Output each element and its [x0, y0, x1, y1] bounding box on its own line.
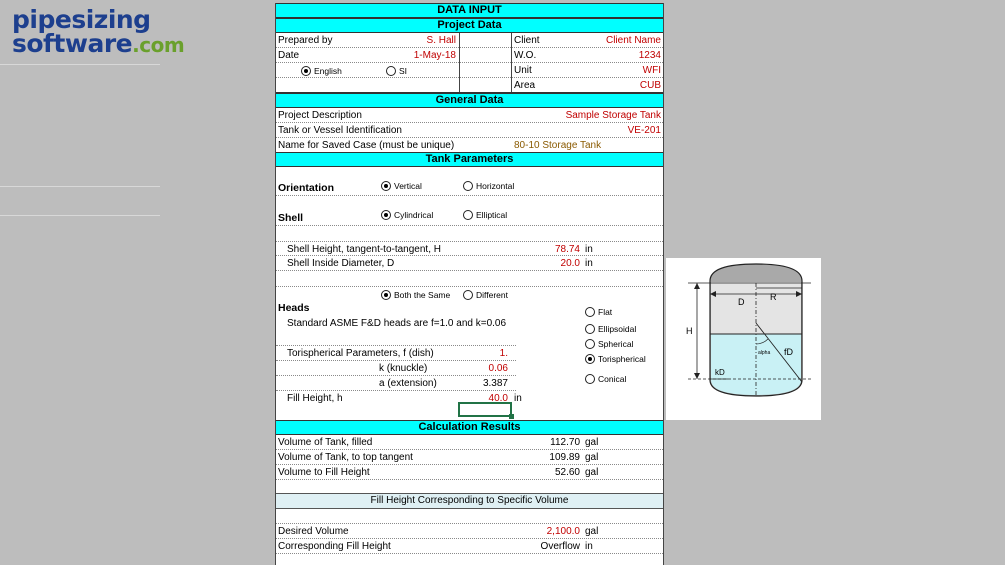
orientation-label: Orientation — [278, 182, 335, 194]
selected-cell[interactable] — [458, 402, 512, 417]
area-row — [276, 78, 663, 93]
label-kd: kD — [715, 368, 725, 377]
head-type-spherical-label: Spherical — [598, 339, 634, 349]
client-value[interactable]: Client Name — [605, 35, 661, 46]
radio-selected-icon — [381, 210, 391, 220]
saved-case-label: Name for Saved Case (must be unique) — [278, 140, 455, 151]
logo-dotcom: .com — [132, 33, 185, 57]
head-type-ellipsoidal-label: Ellipsoidal — [598, 324, 637, 334]
shell-elliptical-radio[interactable] — [463, 210, 507, 220]
volume-filled-label: Volume of Tank, filled — [278, 437, 373, 448]
label-r: R — [770, 292, 777, 302]
label-alpha: alpha — [758, 350, 771, 356]
label-h: H — [686, 326, 693, 336]
volume-fill-unit: gal — [585, 467, 599, 478]
prepared-by-row — [276, 33, 663, 48]
radio-selected-icon — [301, 66, 311, 76]
tank-parameters-header: Tank Parameters — [276, 152, 663, 167]
blank-row — [276, 331, 516, 346]
knuckle-value[interactable]: 0.06 — [488, 363, 508, 374]
head-type-conical-label: Conical — [598, 374, 627, 384]
calculation-results-header: Calculation Results — [276, 420, 663, 435]
volume-fill-label: Volume to Fill Height — [278, 467, 370, 478]
logo-line2 — [12, 29, 192, 58]
head-type-ellipsoidal-radio[interactable] — [585, 324, 636, 334]
wo-value[interactable]: 1234 — [638, 50, 661, 61]
head-type-spherical-radio[interactable] — [585, 339, 633, 349]
knuckle-label: k (knuckle) — [379, 363, 428, 374]
units-si-radio[interactable] — [386, 66, 407, 76]
orientation-horizontal-radio[interactable] — [463, 181, 514, 191]
tank-id-label: Tank or Vessel Identification — [278, 125, 402, 136]
spreadsheet — [275, 3, 664, 565]
orientation-vertical-label: Vertical — [394, 181, 422, 191]
units-english-radio[interactable] — [301, 66, 342, 76]
fill-height-label: Fill Height, h — [287, 393, 343, 404]
fill-height-value[interactable]: 40.0 — [488, 393, 508, 404]
radio-selected-icon — [381, 290, 391, 300]
knuckle-row — [276, 361, 516, 376]
extension-value: 3.387 — [482, 378, 508, 389]
heads-same-label: Both the Same — [394, 290, 451, 300]
heads-different-radio[interactable] — [463, 290, 508, 300]
desired-volume-row — [276, 524, 663, 539]
head-type-torispherical-label: Torispherical — [598, 354, 646, 364]
radio-empty-icon — [463, 290, 473, 300]
prepared-by-label: Prepared by — [278, 35, 333, 46]
radio-selected-icon — [585, 354, 595, 364]
radio-empty-icon — [585, 307, 595, 317]
label-fd: fD — [784, 347, 793, 357]
date-value[interactable]: 1-May-18 — [413, 50, 456, 61]
shell-height-row — [276, 241, 663, 256]
asme-note: Standard ASME F&D heads are f=1.0 and k=0.06 — [287, 318, 507, 329]
heads-label: Heads — [278, 302, 310, 314]
tank-id-row — [276, 123, 663, 138]
corresponding-fill-value: Overflow — [540, 541, 580, 552]
shell-cylindrical-label: Cylindrical — [394, 210, 434, 220]
shell-height-label: Shell Height, tangent-to-tangent, H — [287, 244, 441, 255]
project-description-label: Project Description — [278, 110, 362, 121]
orientation-horizontal-label: Horizontal — [476, 181, 515, 191]
saved-case-value[interactable]: 80-10 Storage Tank — [514, 140, 602, 151]
radio-empty-icon — [463, 210, 473, 220]
arrow-up-icon — [694, 283, 700, 289]
desired-volume-unit: gal — [585, 526, 599, 537]
head-type-conical-radio[interactable] — [585, 374, 626, 384]
head-type-torispherical-radio[interactable] — [585, 354, 646, 364]
project-description-value[interactable]: Sample Storage Tank — [565, 110, 661, 121]
shell-diameter-row — [276, 256, 663, 271]
area-label: Area — [514, 80, 536, 91]
arrow-down-icon — [694, 373, 700, 379]
radio-empty-icon — [463, 181, 473, 191]
desired-volume-value[interactable]: 2,100.0 — [546, 526, 580, 537]
heads-same-radio[interactable] — [381, 290, 450, 300]
project-description-row — [276, 108, 663, 123]
client-label: Client — [514, 35, 540, 46]
volume-filled-row — [276, 435, 663, 450]
units-si-label: SI — [399, 66, 408, 76]
prepared-by-value[interactable]: S. Hall — [426, 35, 456, 46]
shell-label: Shell — [278, 212, 304, 224]
radio-empty-icon — [585, 374, 595, 384]
corresponding-fill-label: Corresponding Fill Height — [278, 541, 391, 552]
area-value[interactable]: CUB — [639, 80, 661, 91]
extension-label: a (extension) — [379, 378, 437, 389]
fill-height-section-header: Fill Height Corresponding to Specific Volume — [276, 493, 663, 509]
extension-row — [276, 376, 516, 391]
tank-id-value[interactable]: VE-201 — [627, 125, 661, 136]
logo-software: software — [12, 29, 133, 58]
volume-fill-value: 52.60 — [554, 467, 580, 478]
wo-label: W.O. — [514, 50, 537, 61]
head-type-flat-radio[interactable] — [585, 307, 612, 317]
date-label: Date — [278, 50, 300, 61]
faint-line — [0, 215, 160, 216]
general-data-header: General Data — [276, 93, 663, 108]
logo — [12, 5, 192, 58]
units-english-label: English — [314, 66, 342, 76]
volume-top-row — [276, 450, 663, 465]
orientation-vertical-radio[interactable] — [381, 181, 422, 191]
heads-different-label: Different — [476, 290, 508, 300]
radio-empty-icon — [585, 339, 595, 349]
radio-empty-icon — [386, 66, 396, 76]
torispherical-f-row — [276, 346, 516, 361]
unit-value[interactable]: WFI — [642, 65, 661, 76]
shell-cylindrical-radio[interactable] — [381, 210, 433, 220]
faint-line — [0, 186, 160, 187]
project-data-header: Project Data — [276, 18, 663, 33]
shell-diameter-value[interactable]: 20.0 — [560, 258, 580, 269]
shell-height-value[interactable]: 78.74 — [554, 244, 580, 255]
data-input-title: DATA INPUT — [276, 3, 663, 18]
radio-selected-icon — [381, 181, 391, 191]
faint-line — [0, 64, 160, 65]
volume-top-label: Volume of Tank, to top tangent — [278, 452, 413, 463]
volume-filled-value: 112.70 — [550, 437, 580, 448]
shell-diameter-label: Shell Inside Diameter, D — [287, 258, 395, 269]
volume-fill-row — [276, 465, 663, 480]
date-row — [276, 48, 663, 63]
corresponding-fill-unit: in — [585, 541, 593, 552]
shell-height-unit: in — [585, 244, 593, 255]
shell-diameter-unit: in — [585, 258, 593, 269]
unit-label: Unit — [514, 65, 532, 76]
torispherical-f-value[interactable]: 1. — [499, 348, 508, 359]
saved-case-row — [276, 138, 663, 153]
volume-top-value: 109.89 — [549, 452, 580, 463]
volume-top-unit: gal — [585, 452, 599, 463]
corresponding-fill-row — [276, 539, 663, 554]
shell-elliptical-label: Elliptical — [476, 210, 508, 220]
volume-filled-unit: gal — [585, 437, 599, 448]
tank-diagram-svg — [666, 258, 821, 420]
fill-height-unit: in — [514, 393, 522, 404]
radio-empty-icon — [585, 324, 595, 334]
label-d: D — [738, 297, 745, 307]
desired-volume-label: Desired Volume — [278, 526, 349, 537]
head-type-flat-label: Flat — [598, 307, 613, 317]
torispherical-f-label: Torispherical Parameters, f (dish) — [287, 348, 434, 359]
logo-line1: pipesizing — [12, 5, 151, 34]
tank-diagram — [666, 258, 821, 420]
blank-row — [276, 509, 663, 524]
